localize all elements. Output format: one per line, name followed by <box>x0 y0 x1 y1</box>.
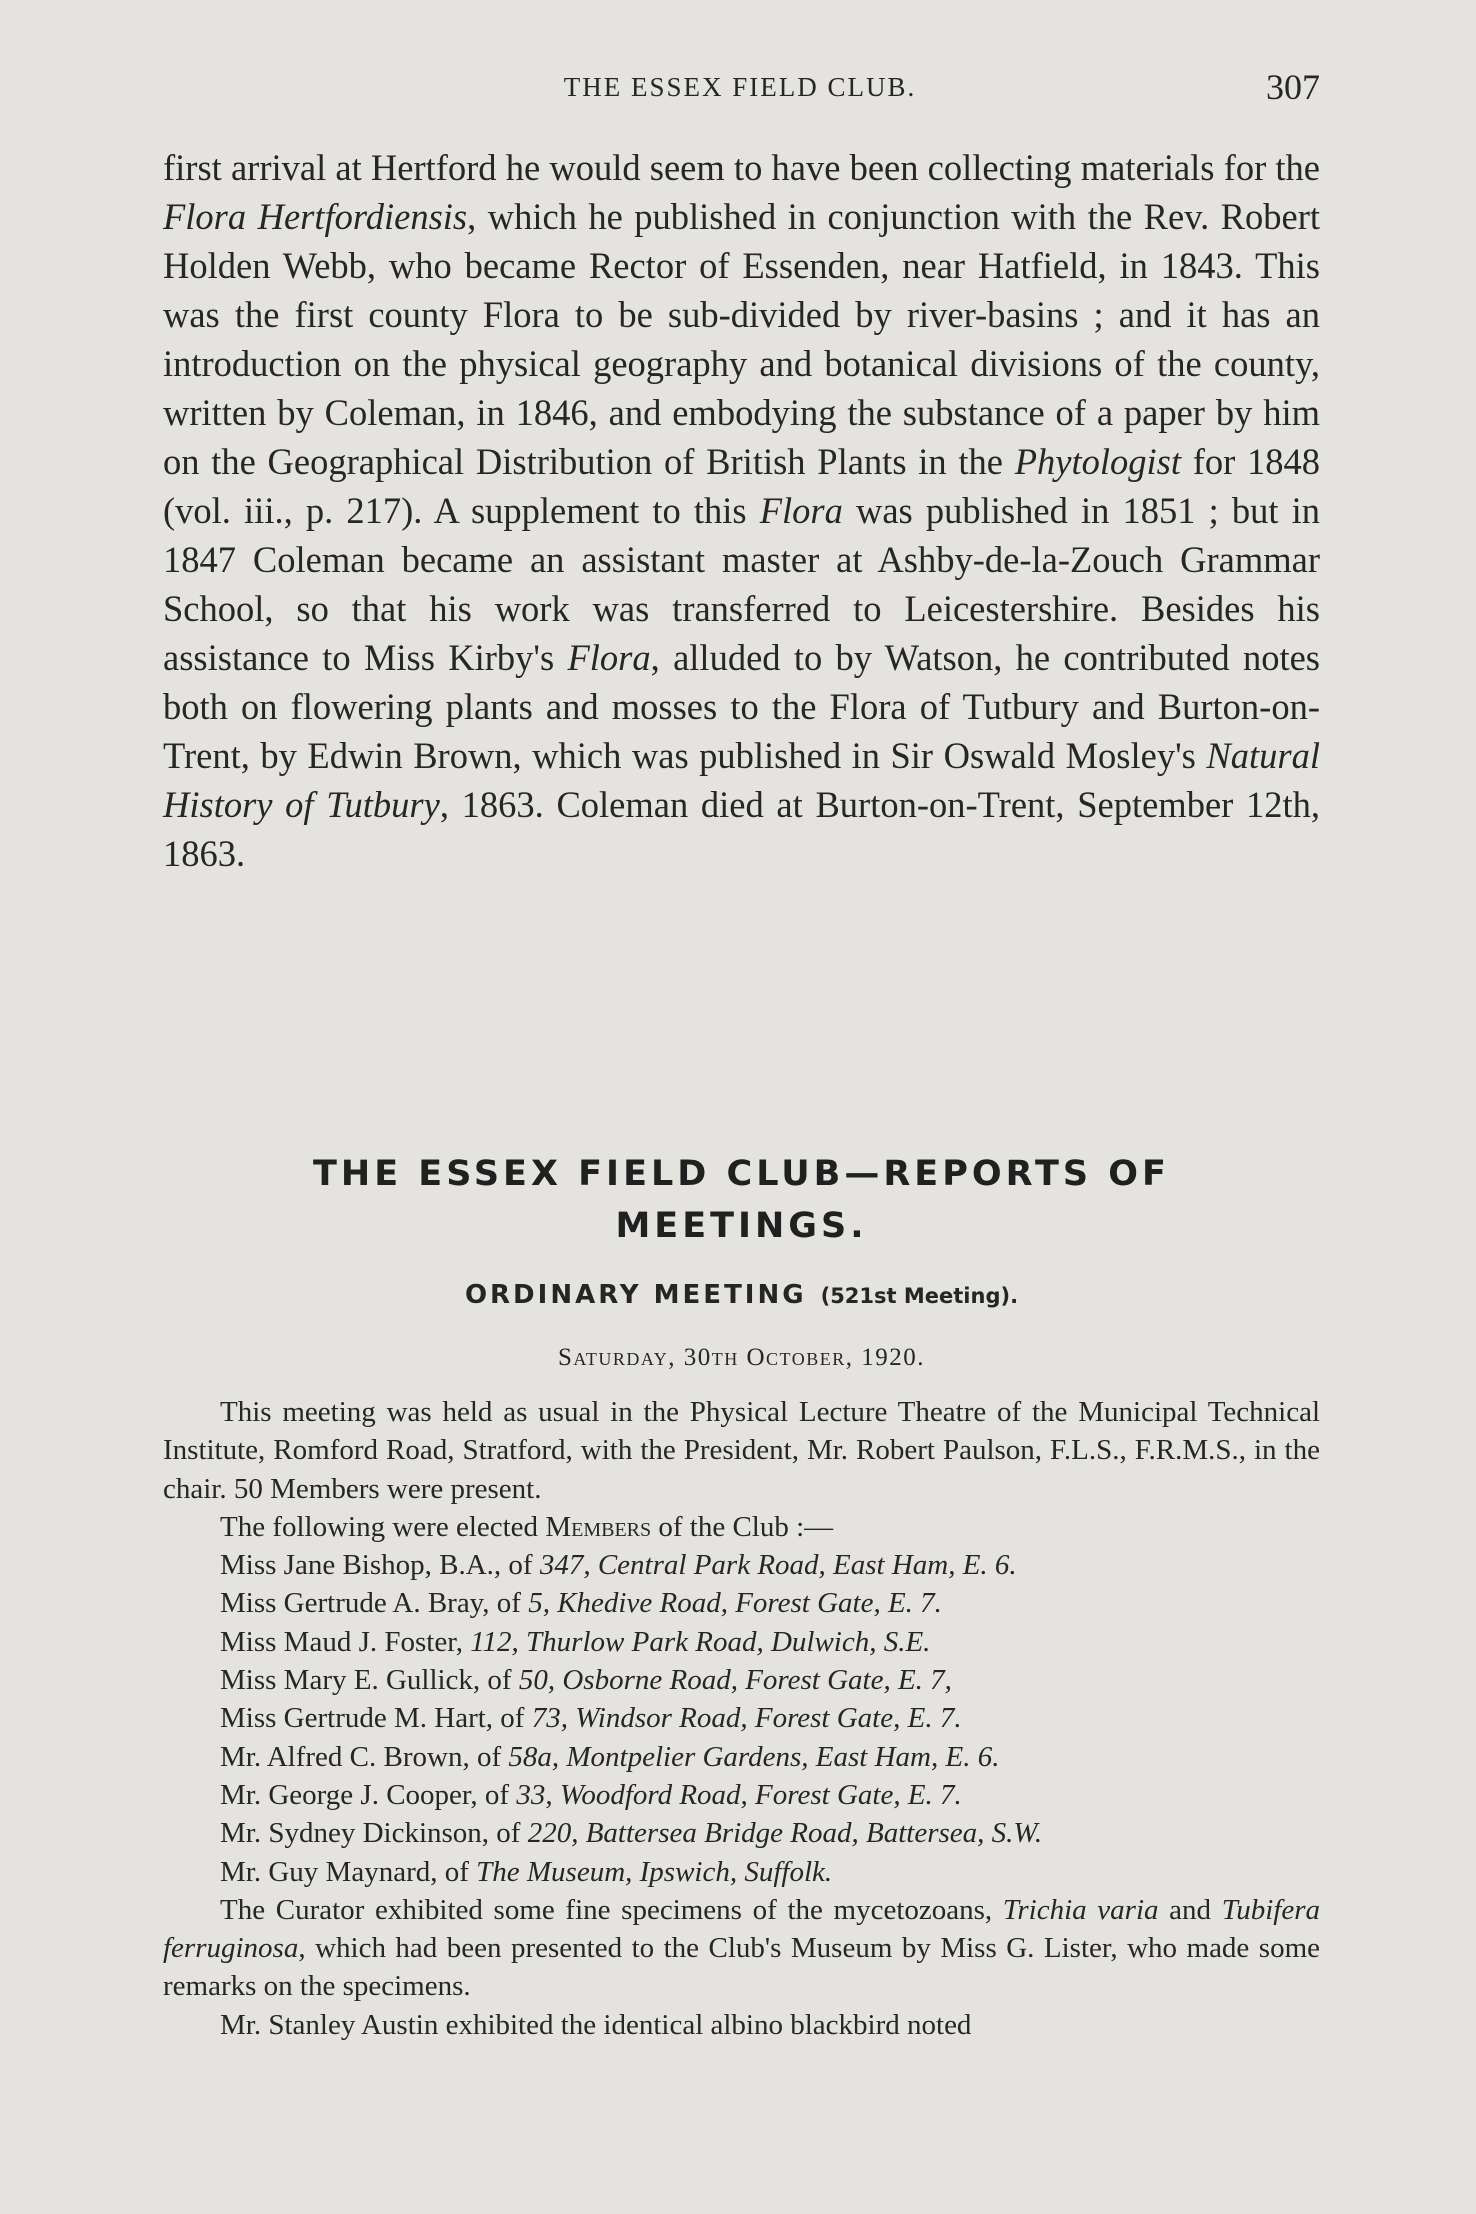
page-number: 307 <box>1266 67 1320 107</box>
member-address: 33, Woodford Road, Forest Gate, E. 7. <box>516 1778 962 1811</box>
member-address: The Museum, Ipswich, Suffolk. <box>476 1855 833 1888</box>
member-name: Miss Gertrude M. Hart, of <box>220 1702 532 1735</box>
member-name: Mr. Alfred C. Brown, of <box>220 1740 509 1773</box>
member-address: 112, Thurlow Park Road, Dulwich, S.E. <box>470 1625 931 1658</box>
text-segment: and <box>1158 1893 1222 1926</box>
member-name: Mr. Sydney Dickinson, of <box>220 1817 528 1850</box>
curator-paragraph <box>163 1891 1320 2006</box>
member-name: Mr. George J. Cooper, of <box>220 1778 517 1811</box>
text-segment: The Curator exhibited some fine specimens of the mycetozoans, <box>220 1893 1003 1926</box>
list-item <box>163 1584 1320 1622</box>
closing-line: Mr. Stanley Austin exhibited the identical albino blackbird noted <box>220 2008 972 2041</box>
meeting-date: Saturday, 30th October, 1920. <box>558 1344 925 1371</box>
list-item <box>163 1546 1320 1584</box>
body-paragraph <box>163 143 1320 878</box>
member-address: 347, Central Park Road, East Ham, E. 6. <box>539 1549 1017 1582</box>
italic-title: Natural History of Tutbury <box>163 735 1320 825</box>
member-address: 5, Khedive Road, Forest Gate, E. 7. <box>528 1587 942 1620</box>
section-title <box>163 1148 1320 1252</box>
member-list <box>163 1546 1320 1891</box>
running-head <box>160 67 1320 112</box>
member-address: 58a, Montpelier Gardens, East Ham, E. 6. <box>508 1740 1000 1773</box>
text-segment: The following were elected <box>220 1510 546 1543</box>
text-segment: of the Club :— <box>651 1510 834 1543</box>
members-term: Members <box>545 1510 652 1543</box>
text-segment: first arrival at Hertford he would seem to have been collecting materials for the <box>163 147 1320 188</box>
text-segment: was published in 1851 ; but in 1847 Coleman became an assistant master at Ashby-de-la-Zouch Grammar School, so that his work was transferred to Leicestershire. Besides his assistance to Miss Kirby's <box>163 490 1320 678</box>
meeting-heading <box>163 1280 1320 1310</box>
meeting-number: (521st Meeting). <box>820 1284 1019 1308</box>
member-name: Miss Mary E. Gullick, of <box>220 1664 519 1697</box>
text-segment: for 1848 (vol. iii., p. 217). A supplement to this <box>163 441 1320 531</box>
list-item <box>163 1738 1320 1776</box>
list-item <box>163 1661 1320 1699</box>
list-item <box>163 1776 1320 1814</box>
member-address: 50, Osborne Road, Forest Gate, E. 7, <box>518 1664 952 1697</box>
list-item <box>163 1623 1320 1661</box>
italic-title: Flora Hertfordiensis <box>163 196 468 237</box>
member-name: Mr. Guy Maynard, of <box>220 1855 477 1888</box>
member-name: Miss Maud J. Foster, <box>220 1625 471 1658</box>
member-address: 73, Windsor Road, Forest Gate, E. 7. <box>531 1702 962 1735</box>
text-segment: , which had been presented to the Club's Museum by Miss G. Lister, who made some remarks on the specimens. <box>163 1932 1320 2003</box>
list-item <box>163 1853 1320 1891</box>
meeting-report <box>163 1393 1320 2044</box>
running-title: THE ESSEX FIELD CLUB. <box>563 72 917 102</box>
section-title-line: MEETINGS. <box>615 1206 868 1246</box>
text-segment: , alluded to by Watson, he contributed notes both on flowering plants and mosses to the Flora of Tutbury and Burton-on-Trent, by Edwin Brown, which was published in Sir Oswald Mosley's <box>163 637 1320 776</box>
member-address: 220, Battersea Bridge Road, Battersea, S.W. <box>527 1817 1043 1850</box>
meeting-type: ORDINARY MEETING <box>464 1280 807 1310</box>
italic-title: Flora <box>759 490 843 531</box>
elected-members-intro <box>163 1508 1320 1546</box>
member-name: Miss Jane Bishop, B.A., of <box>220 1549 540 1582</box>
species-name: Tubifera ferruginosa <box>163 1893 1320 1965</box>
list-item <box>163 1814 1320 1852</box>
report-intro: This meeting was held as usual in the Physical Lecture Theatre of the Municipal Technical Institute, Romford Road, Stratford, with the President, Mr. Robert Paulson, F.L.S., F.R.M.S., in the chair. 50 Members were present. <box>163 1396 1320 1505</box>
species-name: Trichia varia <box>1002 1893 1159 1926</box>
section-title-line: THE ESSEX FIELD CLUB—REPORTS OF <box>313 1154 1170 1194</box>
text-segment: , 1863. Coleman died at Burton-on-Trent, September 12th, 1863. <box>163 784 1320 874</box>
list-item <box>163 1699 1320 1737</box>
text-segment: , which he published in conjunction with the Rev. Robert Holden Webb, who became Rector of Essenden, near Hatfield, in 1843. This was the first county Flora to be sub-divided by river-basins ; and it has an introduction on the physical geography and botanical divisions of the county, written by Coleman, in 1846, and embodying the substance of a paper by him on the Geographical Distribution of British Plants in the <box>163 196 1320 482</box>
italic-title: Phytologist <box>1014 441 1181 482</box>
member-name: Miss Gertrude A. Bray, of <box>220 1587 529 1620</box>
italic-title: Flora <box>567 637 651 678</box>
